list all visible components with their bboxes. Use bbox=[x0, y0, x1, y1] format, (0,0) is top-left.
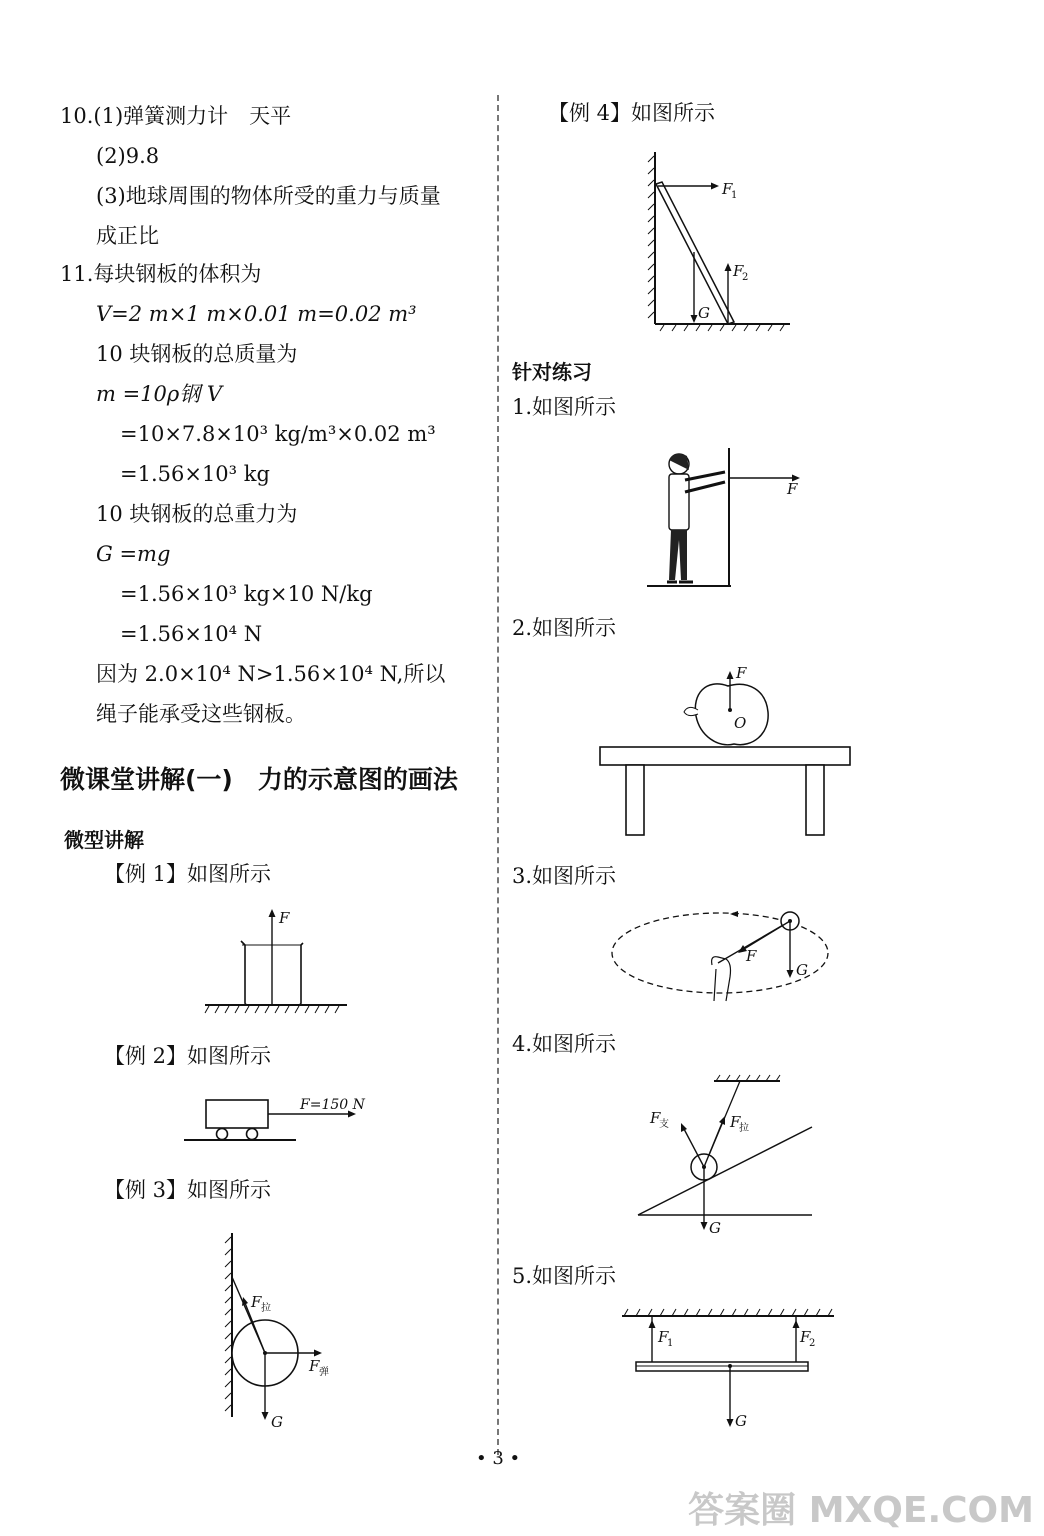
label-sub-2: 2 bbox=[809, 1338, 816, 1349]
q11-line7: 10 块钢板的总重力为 bbox=[96, 502, 298, 526]
q11-line2: V=2 m×1 m×0.01 m=0.02 m³ bbox=[96, 302, 417, 326]
example-4-label: 【例 4】如图所示 bbox=[548, 101, 716, 125]
label-f1: F bbox=[722, 180, 733, 198]
label-sub-1: 1 bbox=[731, 190, 738, 201]
label-f-150n: F=150 N bbox=[300, 1097, 365, 1113]
section-title: 微课堂讲解(一) 力的示意图的画法 bbox=[60, 765, 458, 794]
q10-line3: (3)地球周围的物体所受的重力与质量 bbox=[96, 184, 441, 208]
q11-line11: 因为 2.0×10⁴ N>1.56×10⁴ N,所以 bbox=[96, 662, 446, 686]
label-sub-zhi: 支 bbox=[659, 1119, 669, 1130]
practice-2-label: 2.如图所示 bbox=[512, 616, 617, 640]
q11-line8: G =mg bbox=[96, 542, 171, 566]
practice-5-figure bbox=[620, 1306, 840, 1436]
label-f: F bbox=[736, 664, 747, 682]
q11-line10: =1.56×10⁴ N bbox=[120, 622, 263, 646]
practice-5-label: 5.如图所示 bbox=[512, 1264, 617, 1288]
practice-title: 针对练习 bbox=[512, 360, 592, 384]
label-g: G bbox=[735, 1412, 747, 1430]
label-f1: F bbox=[658, 1328, 669, 1346]
watermark: 答案圈 MXQE.COM bbox=[688, 1490, 1034, 1531]
practice-3-label: 3.如图所示 bbox=[512, 864, 617, 888]
column-divider bbox=[497, 95, 499, 1455]
label-f-tan: F bbox=[309, 1357, 320, 1375]
q11-line12: 绳子能承受这些钢板。 bbox=[96, 702, 306, 726]
q11-line9: =1.56×10³ kg×10 N/kg bbox=[120, 582, 373, 606]
label-o: O bbox=[734, 714, 747, 732]
practice-4-label: 4.如图所示 bbox=[512, 1032, 617, 1056]
example-1-label: 【例 1】如图所示 bbox=[104, 862, 272, 886]
q10-line4: 成正比 bbox=[96, 224, 159, 248]
practice-3-figure bbox=[608, 905, 848, 1005]
q11-line3: 10 块钢板的总质量为 bbox=[96, 342, 298, 366]
q11-line4: m =10ρ钢 V bbox=[96, 382, 223, 406]
page-number: • 3 • bbox=[476, 1448, 521, 1469]
label-f2: F bbox=[733, 262, 744, 280]
label-sub-la: 拉 bbox=[261, 1303, 271, 1314]
label-f-la: F bbox=[251, 1293, 262, 1311]
example-3-figure bbox=[215, 1225, 355, 1435]
practice-1-figure bbox=[645, 440, 815, 590]
example-3-label: 【例 3】如图所示 bbox=[104, 1178, 272, 1202]
q10-line2: (2)9.8 bbox=[96, 144, 160, 168]
q11-line1: 11.每块钢板的体积为 bbox=[60, 262, 262, 286]
label-g: G bbox=[698, 304, 710, 322]
label-f2: F bbox=[800, 1328, 811, 1346]
label-sub-tan: 弹 bbox=[319, 1367, 329, 1378]
subsection-title: 微型讲解 bbox=[64, 828, 144, 852]
label-sub-la: 拉 bbox=[739, 1123, 749, 1134]
label-f: F bbox=[787, 480, 798, 498]
label-f: F bbox=[746, 947, 757, 965]
label-g: G bbox=[271, 1413, 283, 1431]
example-2-label: 【例 2】如图所示 bbox=[104, 1044, 272, 1068]
practice-1-label: 1.如图所示 bbox=[512, 395, 617, 419]
q11-line5: =10×7.8×10³ kg/m³×0.02 m³ bbox=[120, 422, 436, 446]
example-1-figure bbox=[205, 905, 355, 1020]
label-g: G bbox=[709, 1219, 721, 1237]
practice-2-figure bbox=[596, 660, 856, 845]
example-2-figure bbox=[180, 1090, 380, 1150]
q10-line1: 10.(1)弹簧测力计 天平 bbox=[60, 104, 292, 128]
label-sub-1: 1 bbox=[667, 1338, 674, 1349]
label-g: G bbox=[796, 961, 808, 979]
example-4-figure bbox=[640, 148, 800, 333]
q11-line6: =1.56×10³ kg bbox=[120, 462, 270, 486]
label-f-zhi: F bbox=[650, 1109, 661, 1127]
label-sub-2: 2 bbox=[742, 272, 749, 283]
label-f-la: F bbox=[730, 1113, 741, 1131]
practice-4-figure bbox=[636, 1075, 826, 1240]
label-f: F bbox=[279, 909, 290, 927]
